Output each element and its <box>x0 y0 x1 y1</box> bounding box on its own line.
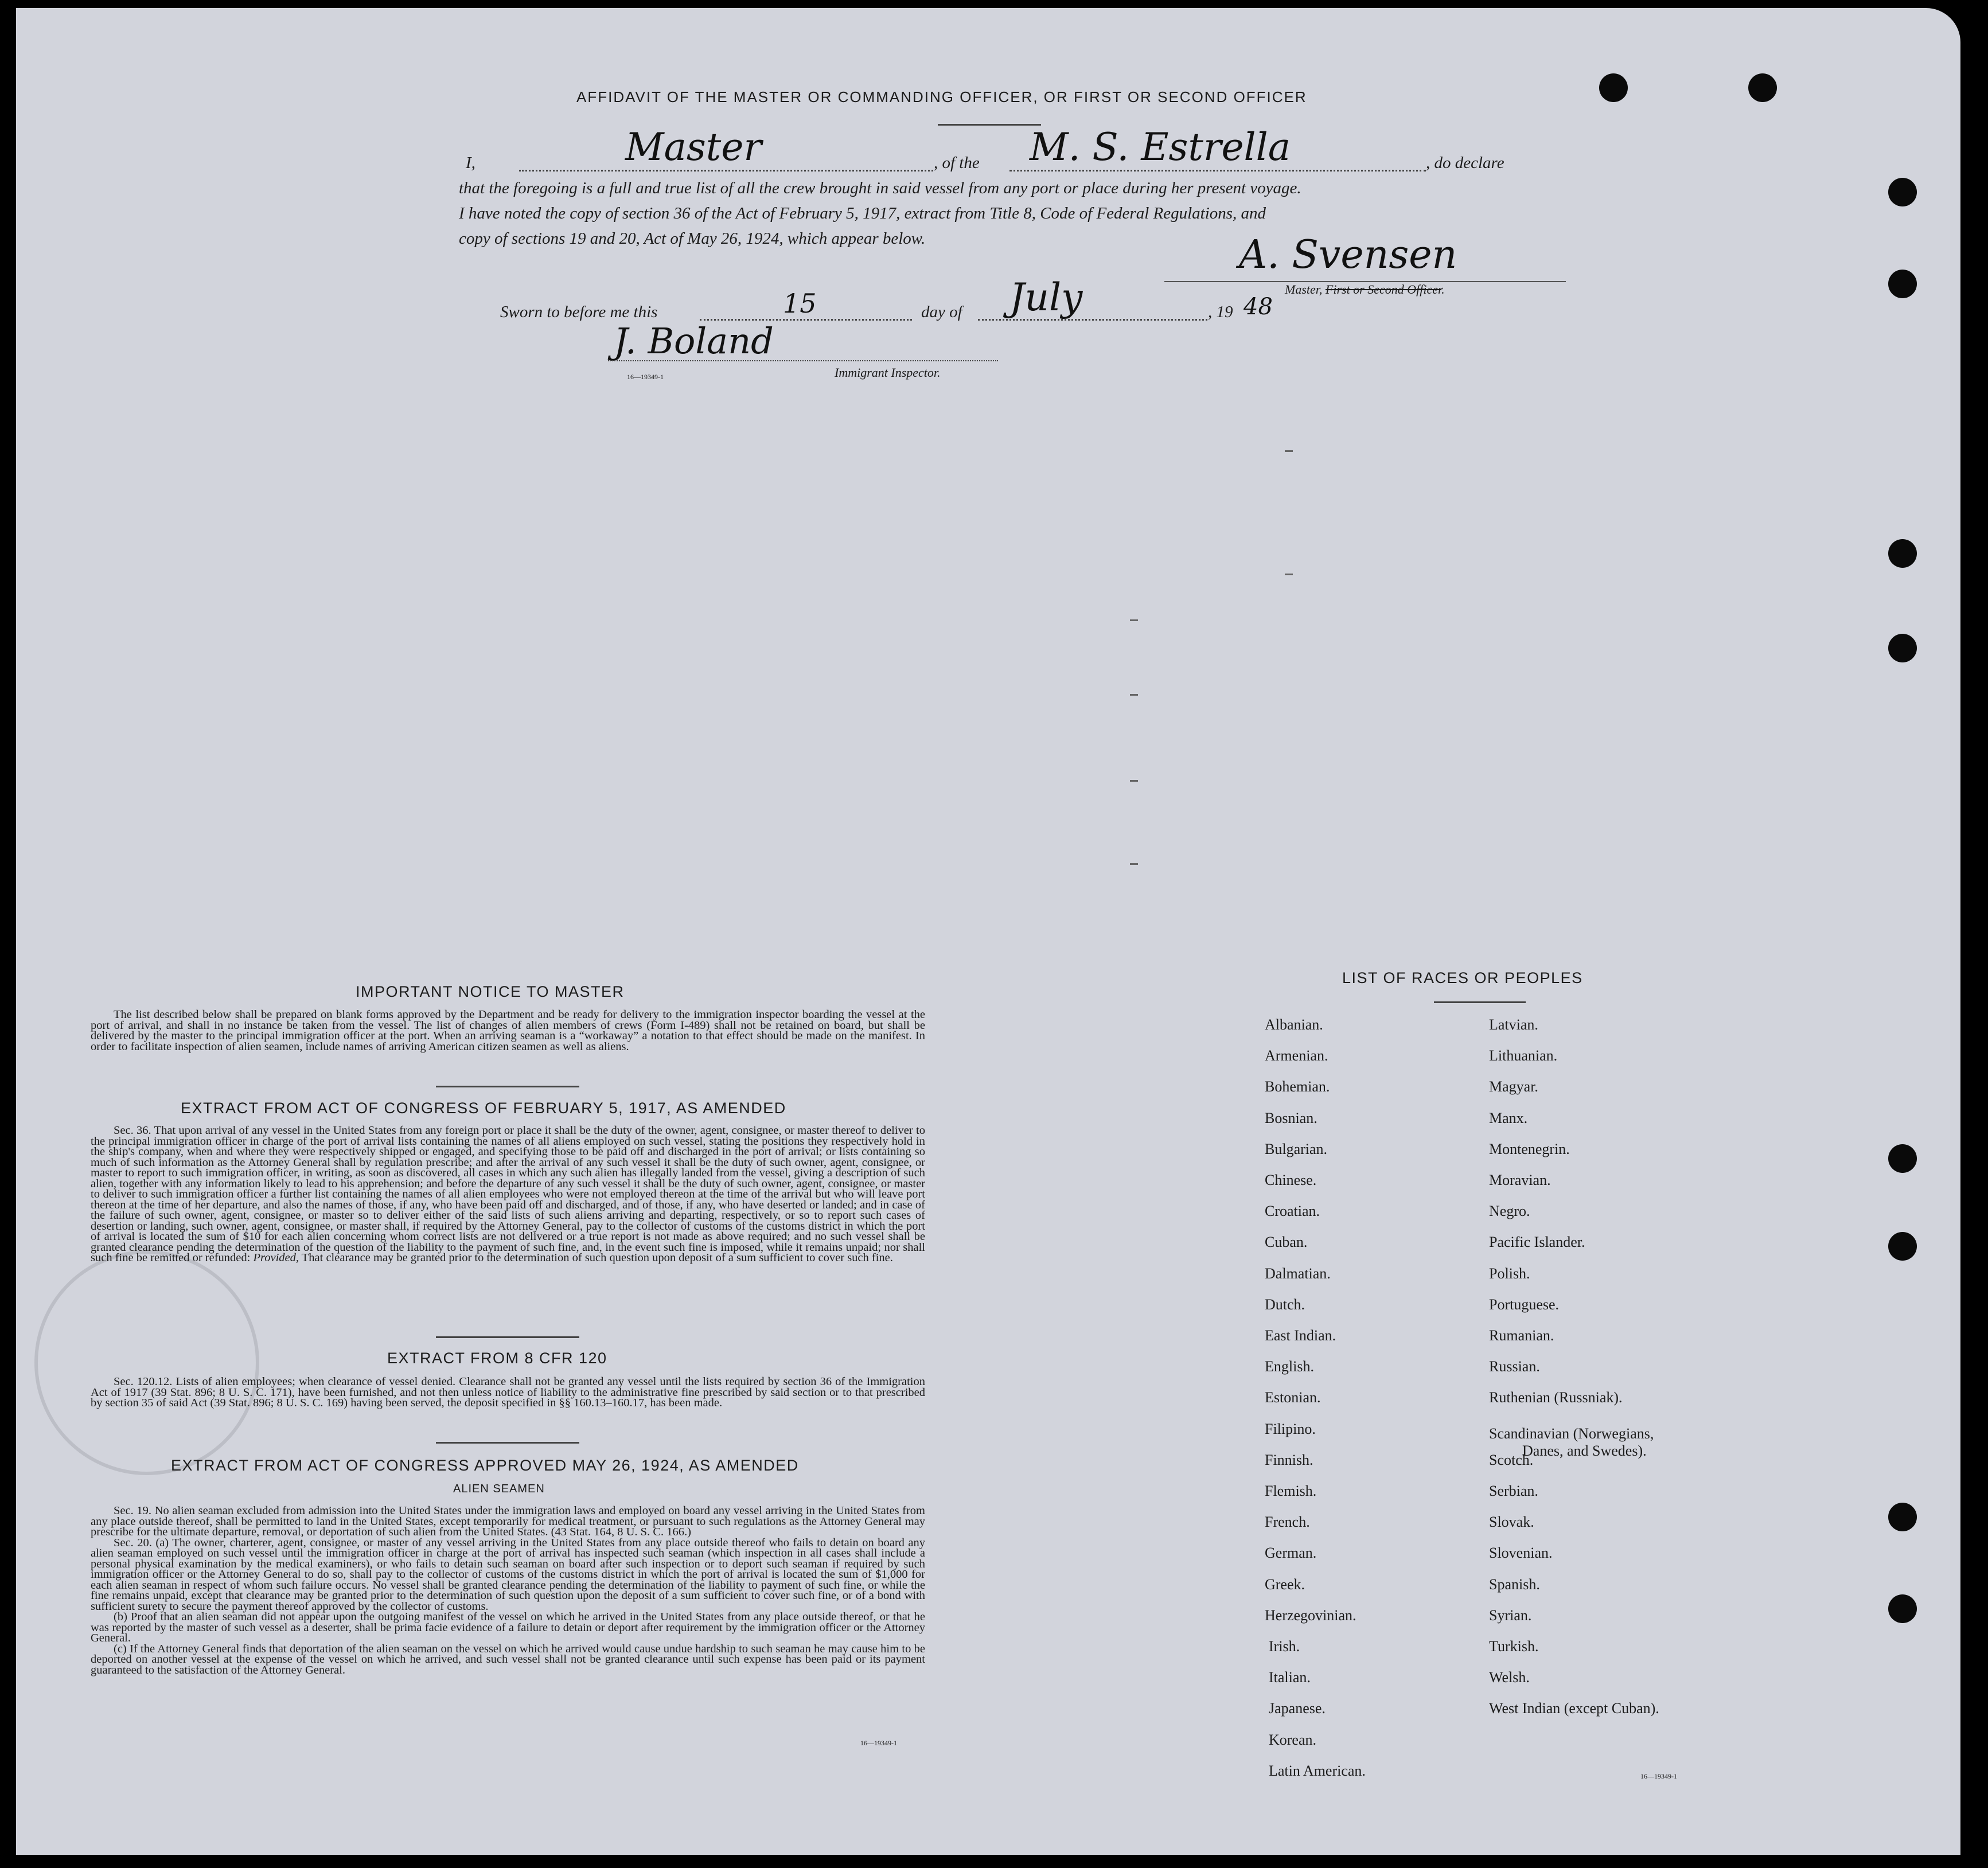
punch-hole <box>1888 1503 1917 1531</box>
punch-hole <box>1888 539 1917 568</box>
extract-cfr-text <box>91 1376 925 1409</box>
declare-label: , do declare <box>1426 154 1504 172</box>
rank-field-line <box>519 170 933 171</box>
race-right-item: Welsh. <box>1489 1669 1530 1686</box>
race-right-item: Magyar. <box>1489 1078 1538 1095</box>
race-left-item: Bohemian. <box>1265 1078 1330 1095</box>
punch-hole <box>1888 270 1917 298</box>
race-left-item: English. <box>1265 1358 1314 1375</box>
divider <box>436 1442 579 1444</box>
race-left-item: Armenian. <box>1265 1047 1328 1064</box>
form-number-bottom-left: 16—19349-1 <box>860 1739 897 1747</box>
race-right-item: Negro. <box>1489 1203 1530 1220</box>
race-left-item: Latin American. <box>1269 1762 1366 1779</box>
master-caption-period: . <box>1441 282 1445 297</box>
race-left-item: Bosnian. <box>1265 1109 1317 1126</box>
sec-36-text: That upon arrival of any vessel in the United States from any foreign port or place it shall be the duty of the owner, agent, consignee, or master thereof to deliver to the principal immigration officer in charge of the port of arrival lists containing the names of all aliens employed on such vessel, stating the positions they respectively hold in the ship's company, when and where they were respectively shipped or engaged, and specifying those to be paid off and discharged in the port of arrival; or lists containing so much of such information as the Attorney General shall by regulation prescribe; and after the arrival of any such vessel it shall be the duty of such owner, agent, consignee, or master to report to such immigration officer, in writing, as soon as discovered, all cases in which any such alien has illegally landed from the vessel, giving a description of such alien, together with any information likely to lead to his apprehension; and before the departure of any such vessel it shall be the duty of such owner, agent, consignee, or master to deliver to such immigration officer a further list containing the names of all alien employees who were not employed thereon at the time of the arrival but who will leave port thereon at the time of her departure, and also the names of those, if any, who have been paid off and discharged, and of those, if any, who have deserted or landed; and in case of the failure of such owner, agent, consignee, or master so to deliver either of the said lists of such aliens arriving and departing, respectively, or so to report such cases of desertion or landing, such owner, agent, consignee, or master shall, if required by the Attorney General, pay to the collector of customs of the customs district in which the port of arrival is located the sum of $10 for each alien concerning whom correct lists are not delivered or a true report is not made as above required; and no such vessel shall be granted clearance pending the determination of the question of the liability to the payment of such fine, and, in the event such fine is imposed, while it remains unpaid; nor shall such fine be remitted or refunded: <box>91 1124 925 1264</box>
sec-120-text: Lists of alien employees; when clearance of vessel denied. Clearance shall not be granted any vessel until the lists required by section 36 of the Immigration Act of 1917 (39 Stat. 896; 8 U. S. C. 171), have been furnished, and not then unless notice of liability to the administrative fine prescribed by said section or to that prescribed by section 35 of said Act (39 Stat. 896; 8 U. S. C. 169) having been served, the deposit specified in §§ 160.13–160.17, has been made. <box>91 1375 925 1409</box>
sec-36-label: Sec. 36. <box>114 1124 151 1137</box>
provided-label: Provided, <box>253 1251 299 1264</box>
inspector-line <box>608 360 998 361</box>
notice-title: IMPORTANT NOTICE TO MASTER <box>356 983 625 1000</box>
race-right-item: Montenegrin. <box>1489 1140 1570 1157</box>
race-right-item: Russian. <box>1489 1358 1540 1375</box>
race-left-item: Bulgarian. <box>1265 1140 1328 1157</box>
race-left-item: Herzegovinian. <box>1265 1606 1356 1624</box>
race-left-item: Filipino. <box>1265 1420 1316 1437</box>
race-right-item: Ruthenian (Russniak). <box>1489 1389 1623 1406</box>
sec-20b-paragraph: (b) Proof that an alien seaman did not appear upon the outgoing manifest of the vessel on which he arrived in the United States from any place outside thereof, or that he was reported by the master of such vessel as a deserter, shall be prima facie evidence of a failure to detain or deport after requirement by the immigration officer or the Attorney General. <box>91 1610 925 1644</box>
master-caption <box>1285 282 1445 297</box>
margin-tick <box>1130 863 1138 865</box>
sec-20-label: Sec. 20. <box>114 1536 152 1549</box>
punch-hole <box>1888 1144 1917 1173</box>
margin-tick <box>1130 694 1138 696</box>
extract-1917-text <box>91 1125 925 1263</box>
sec-19-label: Sec. 19. <box>114 1504 151 1517</box>
inspector-signature: J. Boland <box>614 320 774 362</box>
race-right-item: Manx. <box>1489 1109 1528 1126</box>
punch-hole <box>1599 73 1628 102</box>
punch-hole <box>1888 634 1917 662</box>
affidavit-line-4: copy of sections 19 and 20, Act of May 26, 1924, which appear below. <box>459 229 926 248</box>
year-prefix: , 19 <box>1208 303 1233 321</box>
race-right-item: Rumanian. <box>1489 1327 1554 1344</box>
extract-1924-title: EXTRACT FROM ACT OF CONGRESS APPROVED MAY 26, 1924, AS AMENDED <box>171 1457 799 1474</box>
sworn-day: 15 <box>783 288 817 319</box>
race-right-item: Scandinavian (Norwegians, <box>1489 1425 1654 1442</box>
date-stamp <box>34 1250 259 1475</box>
sec-20c-paragraph: (c) If the Attorney General finds that deportation of the alien seaman on the vessel on which he arrived would cause undue hardship to such seaman he may cause him to be deported on another vessel at the expense of the vessel on which he arrived, and such vessel shall not be granted clearance until such expense has been paid or its payment guaranteed to the satisfaction of the Attorney General. <box>91 1642 925 1676</box>
race-right-item: Serbian. <box>1489 1483 1538 1499</box>
race-right-item: West Indian (except Cuban). <box>1489 1700 1659 1717</box>
sec-36-text-end: That clearance may be granted prior to the determination of such question upon deposit of a sum sufficient to cover such fine. <box>301 1251 893 1264</box>
races-title-rule <box>1434 1001 1526 1003</box>
race-left-item: Irish. <box>1269 1638 1300 1655</box>
year-handwritten: 48 <box>1244 294 1273 320</box>
extract-1924-text <box>91 1506 925 1675</box>
punch-hole <box>1888 1232 1917 1261</box>
race-left-item: Estonian. <box>1265 1389 1321 1406</box>
race-right-item: Danes, and Swedes). <box>1522 1442 1647 1459</box>
sec-19-text: No alien seaman excluded from admission into the United States under the immigration laws and employed on board any vessel arriving in the United States from any place outside thereof, shall be permitted to land in the United States, except temporarily for medical treatment, or pursuant to such regulations as the Attorney General may prescribe for the ultimate departure, removal, or deportation of such alien from the United States. (43 Stat. 164, 8 U. S. C. 166.) <box>91 1504 926 1538</box>
race-right-item: Latvian. <box>1489 1016 1538 1033</box>
master-caption-struck: First or Second Officer <box>1325 282 1442 297</box>
extract-1917-title: EXTRACT FROM ACT OF CONGRESS OF FEBRUARY 5, 1917, AS AMENDED <box>181 1099 786 1117</box>
affidavit-line-2: that the foregoing is a full and true list of all the crew brought in said vessel from any port or place during her present voyage. <box>459 179 1301 197</box>
rank-handwritten: Master <box>625 125 762 169</box>
vessel-field-line <box>1009 170 1426 171</box>
form-number-top: 16—19349-1 <box>627 373 664 381</box>
race-left-item: German. <box>1265 1545 1317 1562</box>
race-left-item: Japanese. <box>1269 1700 1326 1717</box>
sec-20a-paragraph <box>91 1538 925 1612</box>
i-label: I, <box>466 154 475 172</box>
race-left-item: Croatian. <box>1265 1203 1320 1220</box>
vessel-handwritten: M. S. Estrella <box>1030 125 1291 169</box>
inspector-caption: Immigrant Inspector. <box>835 365 941 380</box>
divider <box>436 1086 579 1087</box>
margin-tick <box>1130 619 1138 621</box>
race-left-item: Dalmatian. <box>1265 1265 1331 1282</box>
race-left-item: Cuban. <box>1265 1234 1308 1251</box>
margin-tick <box>1285 574 1293 575</box>
punch-hole <box>1888 178 1917 206</box>
margin-tick <box>1130 780 1138 782</box>
master-signature: A. Svensen <box>1239 232 1457 278</box>
margin-tick <box>1285 450 1293 452</box>
master-caption-label: Master, <box>1285 282 1326 297</box>
sworn-label: Sworn to before me this <box>500 303 658 321</box>
race-right-item: Syrian. <box>1489 1606 1532 1624</box>
of-the-label: , of the <box>934 154 980 172</box>
race-left-item: Albanian. <box>1265 1016 1323 1033</box>
alien-seamen-subtitle: ALIEN SEAMEN <box>453 1483 545 1495</box>
race-right-item: Lithuanian. <box>1489 1047 1558 1064</box>
affidavit-title: AFFIDAVIT OF THE MASTER OR COMMANDING OFFICER, OR FIRST OR SECOND OFFICER <box>576 88 1307 106</box>
sec-120-label: Sec. 120.12. <box>114 1375 173 1388</box>
day-of-label: day of <box>921 303 962 321</box>
race-left-item: Korean. <box>1269 1731 1317 1748</box>
race-left-item: Greek. <box>1265 1575 1305 1593</box>
race-right-item: Slovak. <box>1489 1514 1534 1531</box>
sworn-month: July <box>1009 275 1083 319</box>
race-right-item: Moravian. <box>1489 1172 1551 1188</box>
title-rule <box>938 124 1041 126</box>
races-title: LIST OF RACES OR PEOPLES <box>1342 969 1583 986</box>
affidavit-line-3: I have noted the copy of section 36 of the Act of February 5, 1917, extract from Title 8, Code of Federal Regulations, and <box>459 204 1266 223</box>
punch-hole <box>1888 1594 1917 1623</box>
race-left-item: Flemish. <box>1265 1483 1317 1499</box>
race-left-item: French. <box>1265 1514 1310 1531</box>
race-left-item: Chinese. <box>1265 1172 1317 1188</box>
race-right-item: Portuguese. <box>1489 1296 1560 1313</box>
race-right-item: Spanish. <box>1489 1575 1540 1593</box>
divider <box>436 1336 579 1338</box>
form-number-bottom-right: 16—19349-1 <box>1640 1772 1677 1780</box>
race-left-item: East Indian. <box>1265 1327 1336 1344</box>
notice-text: The list described below shall be prepared on blank forms approved by the Department and be ready for delivery to the immigration inspector boarding the vessel at the port of arrival, and shall in no instance be taken from the vessel. The list of changes of alien members of crews (Form I-489) shall not be retained on board, but shall be delivered by the master to the principal immigration officer at the port. When an arriving seaman is a “workaway” a notation to that effect should be made on the manifest. In order to facilitate inspection of alien seamen, include names of arriving American citizen seamen as well as aliens. <box>91 1008 925 1053</box>
race-right-item: Pacific Islander. <box>1489 1234 1585 1251</box>
extract-cfr-title: EXTRACT FROM 8 CFR 120 <box>387 1350 607 1367</box>
race-right-item: Slovenian. <box>1489 1545 1553 1562</box>
race-right-item: Polish. <box>1489 1265 1530 1282</box>
sec-20a-text: (a) The owner, charterer, agent, consignee, or master of any vessel arriving in the United States from any place outside thereof who fails to detain on board any alien seaman employed on such vessel until the immigration officer in charge at the port of arrival has inspected such seaman (which inspection in all cases shall include a personal physical examination by the medical examiners), or who fails to detain such seaman on board after such inspection or to deport such seaman if required by such immigration officer or the Attorney General to do so, shall pay to the collector of customs of the customs district in which the port of arrival is located the sum of $1,000 for each alien seaman in respect of whom such failure occurs. No vessel shall be granted clearance pending the determination of the liability to payment of such fine, or while the fine remains unpaid, except that clearance may be granted prior to the determination of such question upon the deposit of a sum sufficient to cover such fine, or of a bond with sufficient surety to secure the payment thereof approved by the collector of customs. <box>91 1536 926 1613</box>
race-right-item: Scotch. <box>1489 1451 1534 1468</box>
sec-19-paragraph <box>91 1506 925 1538</box>
race-right-item: Turkish. <box>1489 1638 1539 1655</box>
punch-hole <box>1748 73 1777 102</box>
race-left-item: Finnish. <box>1265 1451 1313 1468</box>
race-left-item: Dutch. <box>1265 1296 1305 1313</box>
race-left-item: Italian. <box>1269 1669 1311 1686</box>
